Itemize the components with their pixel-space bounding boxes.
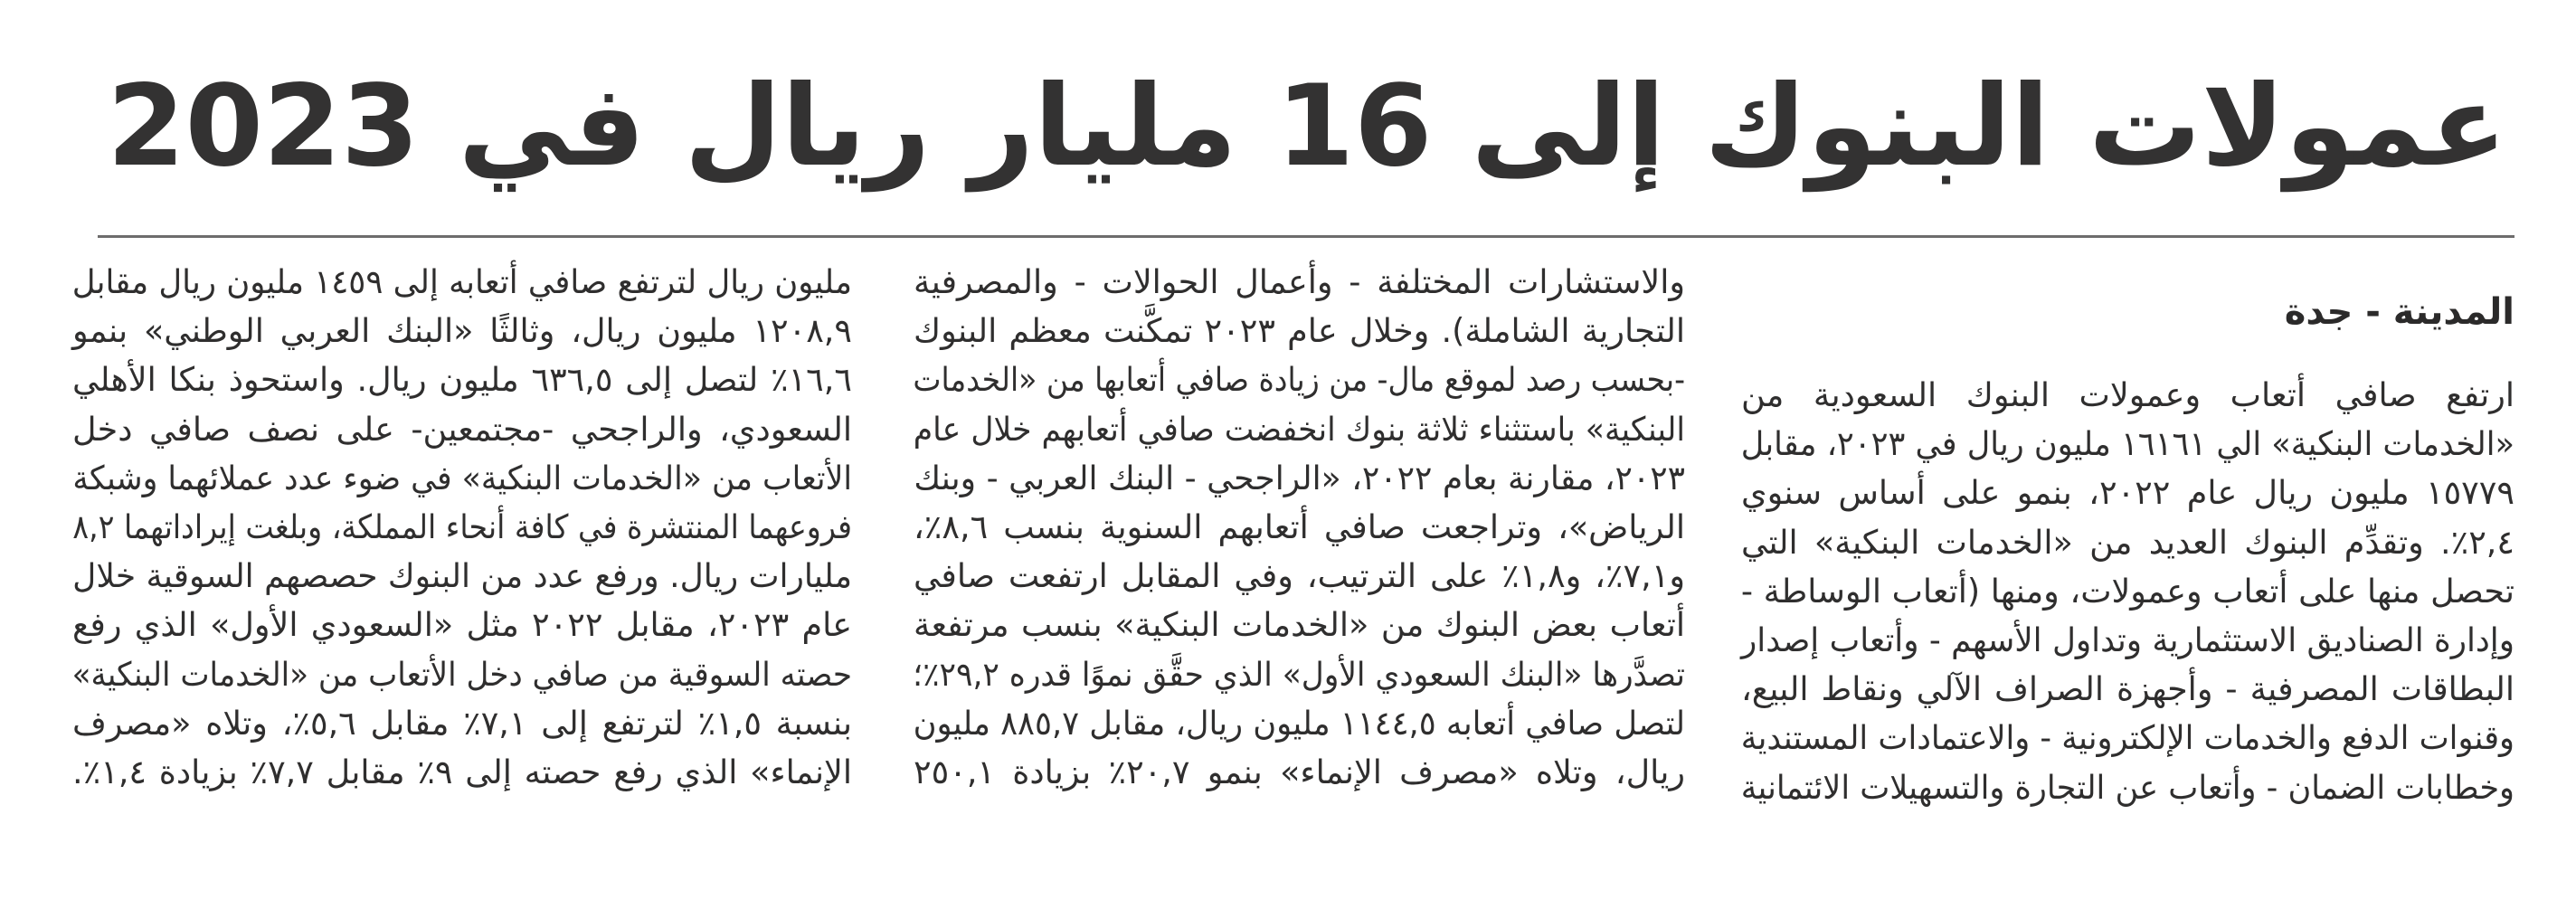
column-line: فروعهما المنتشرة في كافة أنحاء المملكة، وبلغت إيراداتهما ٨,٢ xyxy=(72,507,853,547)
article-column-middle xyxy=(914,258,1685,797)
article-column-right xyxy=(1741,371,2514,812)
column-line: تحصل منها على أتعاب وعمولات، ومنها (أتعاب الوساطة - xyxy=(1740,571,2514,611)
column-line: ٢,٤٪. وتقدِّم البنوك العديد من «الخدمات البنكية» التي xyxy=(1741,522,2514,562)
column-line: بنسبة ١,٥٪ لترتفع إلى ٧,١٪ مقابل ٥,٦٪، وتلاه «مصرف xyxy=(72,703,853,743)
column-line: وإدارة الصناديق الاستثمارية وتداول الأسهم - وأتعاب إصدار xyxy=(1741,620,2514,660)
column-line: ريال، وتلاه «مصرف الإنماء» بنمو ٢٠,٧٪ بزيادة ٢٥٠,١ xyxy=(914,753,1685,792)
column-line: حصته السوقية من صافي دخل الأتعاب من «الخدمات البنكية» xyxy=(71,654,852,694)
article-byline: المدينة - جدة xyxy=(2284,291,2514,333)
column-line: عام ٢٠٢٣، مقابل ٢٠٢٢ مثل «السعودي الأول» الذي رفع xyxy=(72,605,852,645)
column-line: و٧,١٪، و١,٨٪ على الترتيب، وفي المقابل ارتفعت صافي xyxy=(914,556,1685,596)
column-line: مليارات ريال. ورفع عدد من البنوك حصصهم السوقية خلال xyxy=(72,556,852,596)
column-line: ٢٠٢٣، مقارنة بعام ٢٠٢٢، «الراجحي - البنك العربي - وبنك xyxy=(914,458,1685,497)
column-line: والاستشارات المختلفة - وأعمال الحوالات - والمصرفية xyxy=(914,262,1685,301)
column-line: ١٢٠٨,٩ مليون ريال، وثالثًا «البنك العربي الوطني» بنمو xyxy=(72,311,852,351)
column-line: التجارية الشاملة). وخلال عام ٢٠٢٣ تمكَّنت معظم البنوك xyxy=(914,311,1686,351)
column-line: الأتعاب من «الخدمات البنكية» في ضوء عدد عملائهما وشبكة xyxy=(72,458,852,497)
column-line: الإنماء» الذي رفع حصته إلى ٩٪ مقابل ٧,٧٪ بزيادة ١,٤٪. xyxy=(72,753,853,792)
column-line: ارتفع صافي أتعاب وعمولات البنوك السعودية من xyxy=(1741,375,2514,414)
column-line: البطاقات المصرفية - وأجهزة الصراف الآلي ونقاط البيع، xyxy=(1741,669,2514,709)
column-line: «الخدمات البنكية» الي ١٦١٦١ مليون ريال في ٢٠٢٣، مقابل xyxy=(1740,424,2514,464)
column-line: وقنوات الدفع والخدمات الإلكترونية - والاعتمادات المستندية xyxy=(1740,718,2514,758)
column-line: البنكية» باستثناء ثلاثة بنوك انخفضت صافي أتعابهم خلال عام xyxy=(913,409,1685,449)
column-line: الرياض»، وتراجعت صافي أتعابهم السنوية بنسب ٨,٦٪، xyxy=(914,507,1685,547)
column-line: أتعاب بعض البنوك من «الخدمات البنكية» بنسب مرتفعة xyxy=(914,605,1685,645)
column-line: مليون ريال لترتفع صافي أتعابه إلى ١٤٥٩ مليون ريال مقابل xyxy=(71,262,852,301)
column-line: لتصل صافي أتعابه ١١٤٤,٥ مليون ريال، مقابل ٨٨٥,٧ مليون xyxy=(913,703,1685,743)
column-line: ١٥٧٧٩ مليون ريال عام ٢٠٢٢، بنمو على أساس سنوي xyxy=(1741,473,2514,513)
column-line: السعودي، والراجحي -مجتمعين- على نصف صافي دخل xyxy=(72,409,852,449)
article-headline: عمولات البنوك إلى 16 مليار ريال في 2023 xyxy=(107,62,2507,192)
column-line: ١٦,٦٪ لتصل إلى ٦٣٦,٥ مليون ريال. واستحوذ بنكا الأهلي xyxy=(72,360,852,400)
article-column-left xyxy=(72,258,852,797)
column-line: -بحسب رصد لموقع مال- من زيادة صافي أتعابها من «الخدمات xyxy=(913,360,1685,400)
column-line: وخطابات الضمان - وأتعاب عن التجارة والتسهيلات الائتمانية xyxy=(1740,767,2514,807)
column-line: تصدَّرها «البنك السعودي الأول» الذي حقَّق نموًا قدره ٢٩,٢٪؛ xyxy=(913,654,1685,694)
headline-divider xyxy=(98,235,2514,238)
